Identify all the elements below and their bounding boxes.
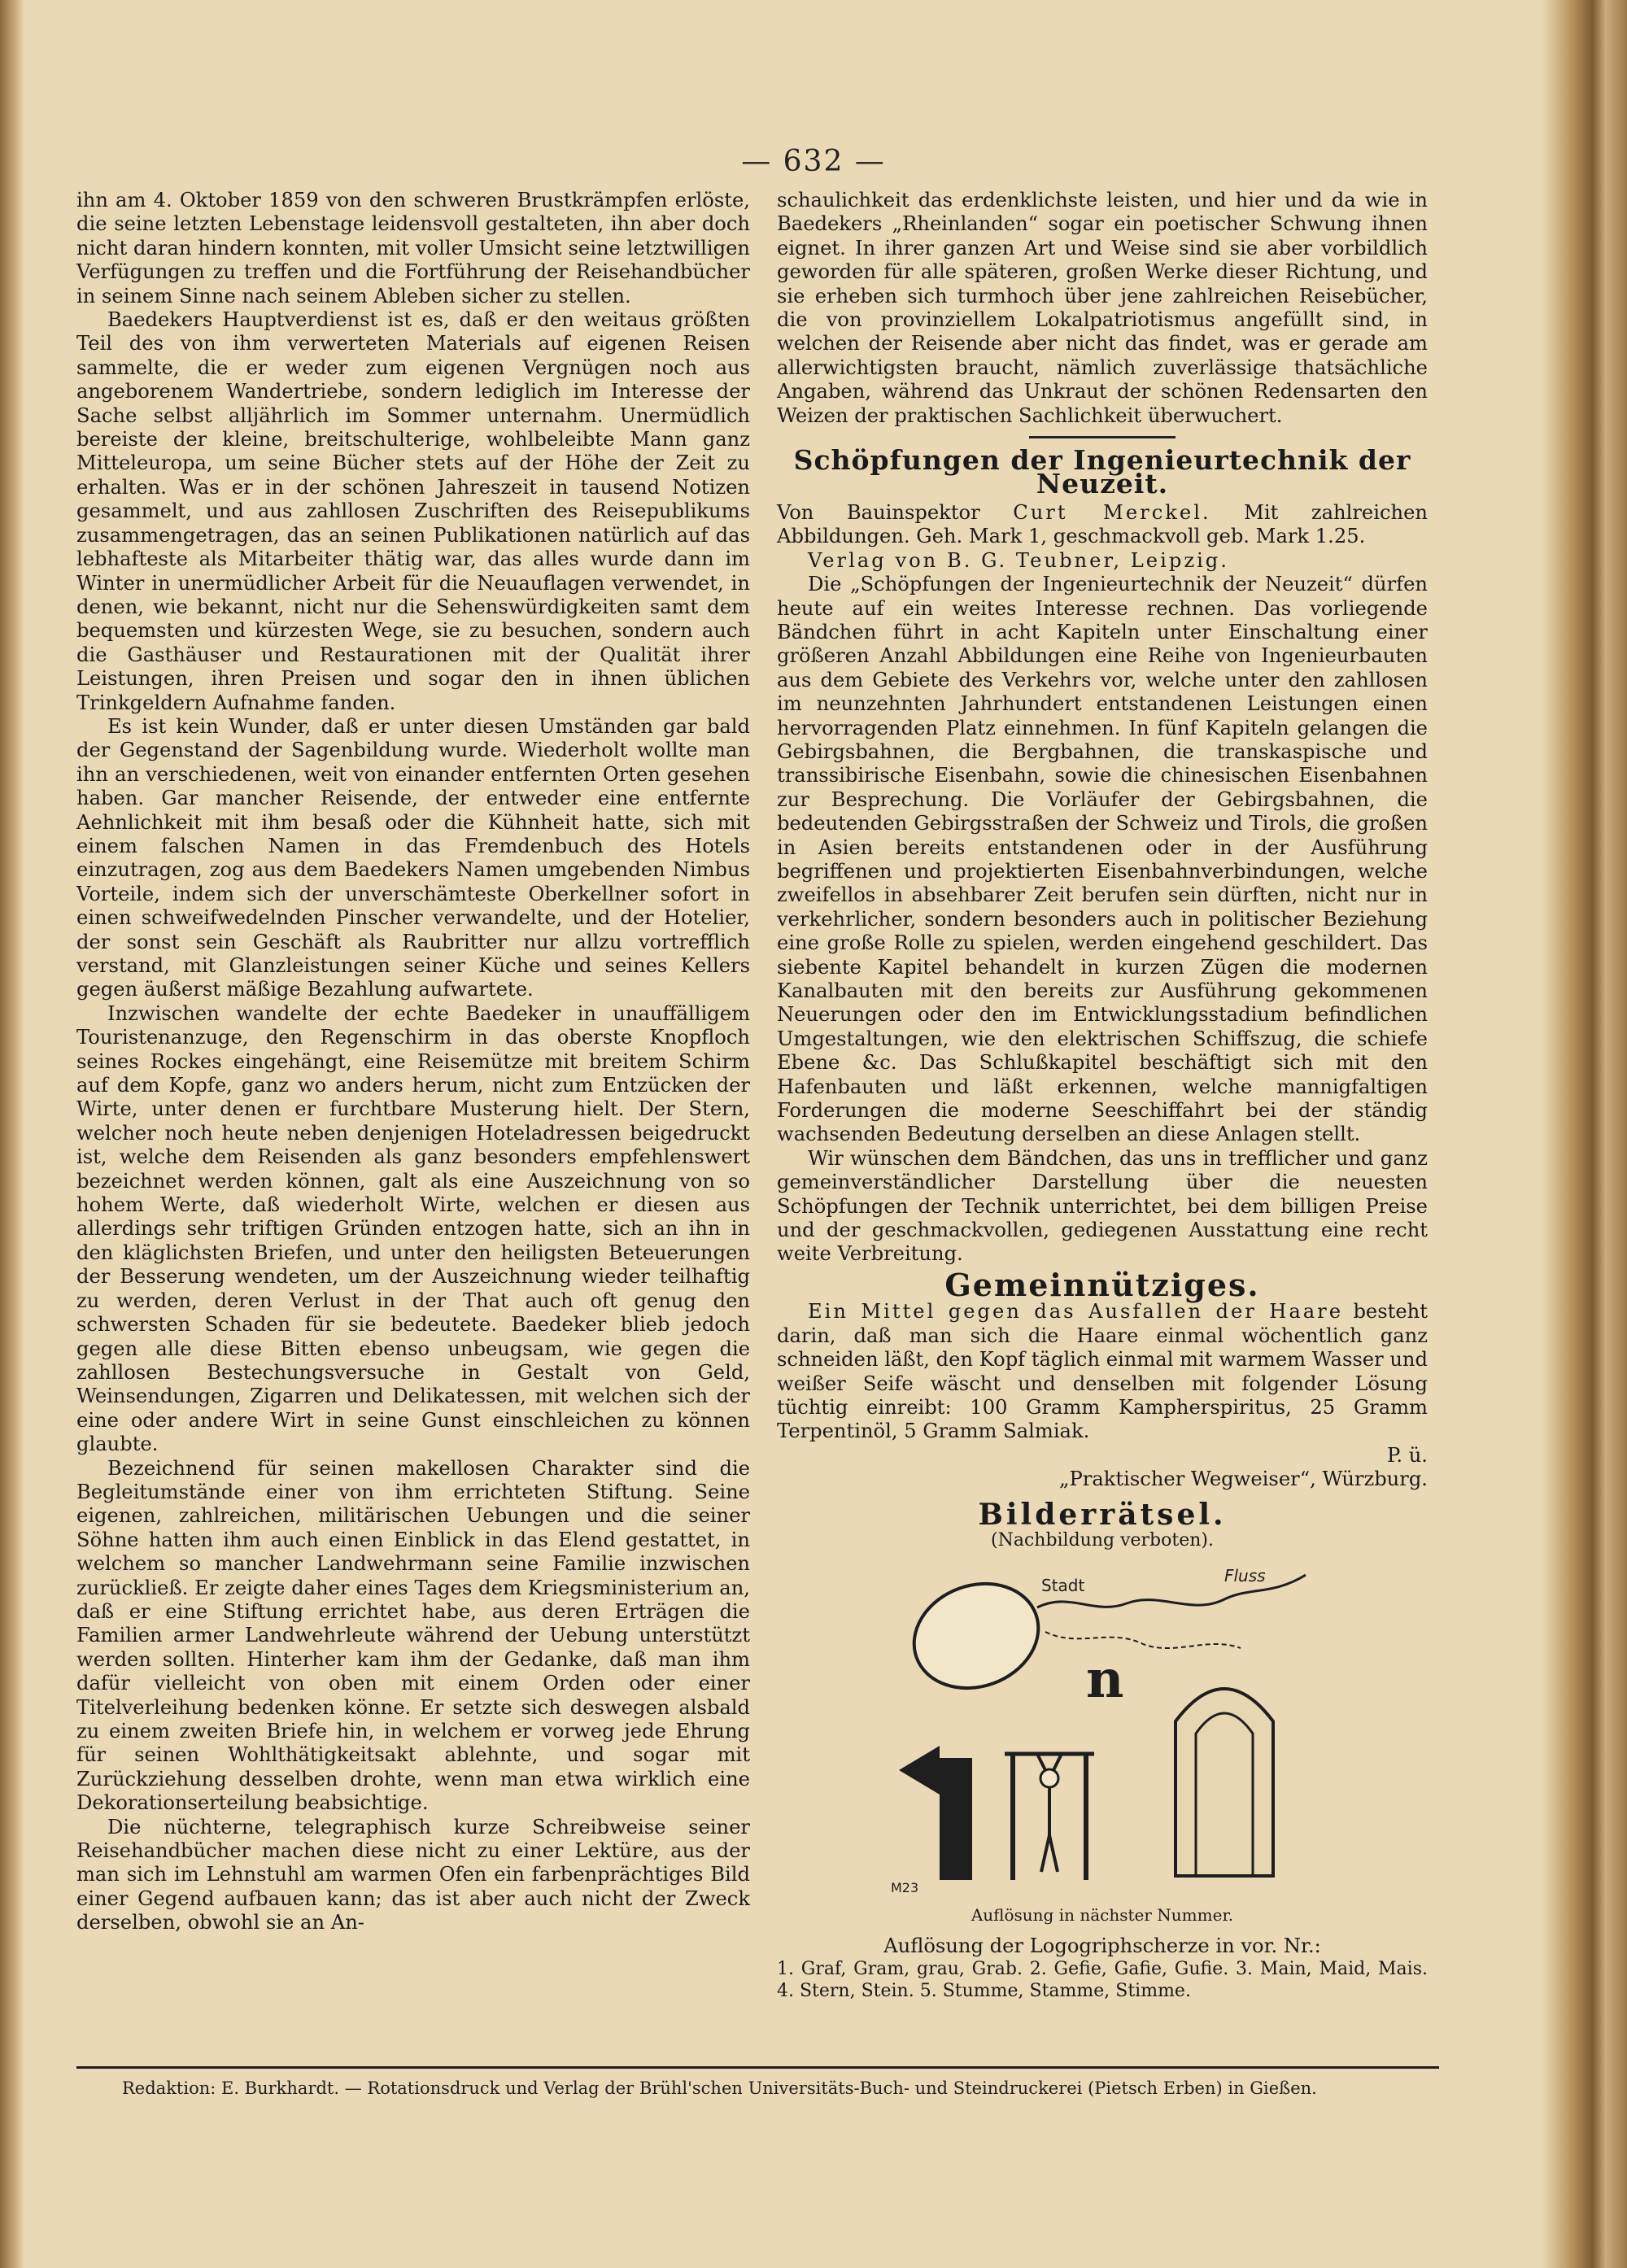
right-column (777, 189, 1428, 2002)
puzzle-letter-n: n (1086, 1649, 1124, 1711)
label-stadt: Stadt (1041, 1576, 1085, 1596)
label-fluss: Fluss (1224, 1566, 1266, 1586)
paragraph: schaulichkeit das erdenklichste leisten, und hier und da wie in Baedekers „Rheinlanden“ sogar ein poetischer Schwung ihnen eignet. In ihrer ganzen Art und Weise sind sie aber vorbildlich geworden für alle späteren, großen Werke dieser Richtung, und sie erheben sich turmhoch über jene zahlreichen Reisebücher, die von provinziellem Lokalpatriotismus angefüllt sind, in welchen der Reisende aber nicht das findet, was er gerade am allerwichtigsten braucht, nämlich zuverlässige thatsächliche Angaben, während das Unkraut der schönen Redensarten den Weizen der praktischen Sachlichkeit überwuchert. (777, 189, 1428, 427)
byline-author: Curt Merckel. (1013, 500, 1211, 524)
gemein-lead: Ein Mittel gegen das Ausfallen der Haare (808, 1300, 1344, 1324)
imprint-footer: Redaktion: E. Burkhardt. — Rotationsdruck und Verlag der Brühl'schen Universitäts-Buch- und Steindruckerei (Pietsch Erben) in Gießen. (122, 2078, 1317, 2098)
egg-drawing (899, 1567, 1053, 1705)
puzzle-caption: Auflösung in nächster Nummer. (971, 1905, 1234, 1926)
gemein-source: „Praktischer Wegweiser“, Würzburg. (1058, 1468, 1428, 1491)
solution-heading: Auflösung der Logogriphscherze in vor. Nr.: (883, 1934, 1321, 1957)
paragraph: Inzwischen wandelte der echte Baedeker in unauffälligem Touristenanzuge, den Regenschirm in das oberste Knopfloch seines Rockes eingehängt, eine Reisemütze mit breitem Schirm auf dem Kopfe, ganz wo anders herum, nicht zum Entzücken der Wirte, unter denen er furchtbare Musterung hielt. Der Stern, welcher noch heute neben denjenigen Hoteladressen beigedruckt ist, welche dem Reisenden als ganz besonders empfehlenswert bezeichnet werden können, galt als eine Auszeichnung von so hohem Werte, daß wiederholt Wirte, welchen er diesen aus allerdings sehr triftigen Gründen entzogen hatte, sich an ihn in den kläglichsten Briefen, und unter den heiligsten Beteuerungen der Besserung wendeten, um der Auszeichnung wieder teilhaftig zu werden, deren Verlust in der That auch oft genug den schwersten Schaden für sie bedeutete. Baedeker blieb jedoch gegen alle diese Bitten ebenso unbeugsam, wie gegen die zahllosen Bestechungsversuche in Gestalt von Geld, Weinsendungen, Zigarren und Delikatessen, mit welchen sich der eine oder andere Wirt in seine Gunst einschleichen zu können glaubte. (76, 1001, 750, 1456)
letter-i-shape (940, 1758, 972, 1880)
left-column (76, 189, 750, 1935)
paragraph: Wir wünschen dem Bändchen, das uns in trefflicher und ganz gemeinverständlicher Darstellung über die neuesten Schöpfungen der Technik unterrichtet, bei dem billigen Preise und der geschmackvollen, gediegenen Ausstattung eine recht weite Verbreitung. (777, 1146, 1428, 1266)
paragraph: Bezeichnend für seinen makellosen Charakter sind die Begleitumstände einer von ihm errichteten Stiftung. Seine eigenen, zahlreichen, militärischen Uebungen und die seiner Söhne hatten ihm auch einen Einblick in das Elend gestattet, in welchem so mancher Landwehrmann seine Familie inzwischen zurückließ. Er zeigte daher eines Tages dem Kriegsministerium an, daß er eine Stiftung errichtet habe, aus deren Erträgen die Familien armer Landwehrleute während der Uebung unterstützt werden sollten. Hinterher kam ihm der Gedanke, daß man ihm dafür vielleicht von oben mit einem Orden oder einer Titelverleihung bedenken könne. Er setzte sich deswegen alsbald zu einem zweiten Briefe hin, in welchem er vorweg jede Ehrung für seinen Wohlthätigkeitsakt ablehnte, und sogar mit Zurückziehung desselben drohte, wenn man etwa wirklich eine Dekorationserteilung beabsichtige. (76, 1456, 750, 1815)
review-publisher: Verlag von B. G. Teubner, Leipzig. (808, 548, 1229, 572)
paragraph: Die „Schöpfungen der Ingenieurtechnik der Neuzeit“ dürfen heute auf ein weites Interesse rechnen. Das vorliegende Bändchen führt in acht Kapiteln unter Einschaltung einer größeren Anzahl Abbildungen eine Reihe von Ingenieurbauten aus dem Gebiete des Verkehrs vor, welche unter den zahllosen im neunzehnten Jahrhundert entstandenen Leistungen einen hervorragenden Platz einnehmen. In fünf Kapiteln gelangen die Gebirgsbahnen, die Bergbahnen, die transkaspische und transsibirische Eisenbahn, sowie die chinesischen Eisenbahnen zur Besprechung. Die Vorläufer der Gebirgsbahnen, die bedeutenden Gebirgsstraßen der Schweiz und Tirols, die großen in Asien bereits entstandenen oder in der Ausführung begriffenen und projektierten Eisenbahnverbindungen, welche zweifellos in absehbarer Zeit berufen sein dürften, nicht nur in verkehrlicher, sondern besonders auch in politischer Beziehung eine große Rolle zu spielen, werden eingehend geschildert. Das siebente Kapitel behandelt in kurzen Zügen die modernen Kanalbauten mit den bereits zur Ausführung gekommenen Neuerungen oder den im Entwicklungsstadium befindlichen Umgestaltungen, wie den elektrischen Schiffszug, die schiefe Ebene &c. Das Schlußkapitel beschäftigt sich mit den Hafenbauten und läßt erkennen, welche mannigfaltigen Forderungen die moderne Seeschiffahrt bei der ständig wachsenden Bedeutung derselben an diese Anlagen stellt. (777, 573, 1428, 1146)
byline-details: Mit zahlreichen Abbildungen. Geh. Mark 1, geschmackvoll geb. Mark 1.25. (777, 500, 1428, 548)
page-right-edge (1542, 0, 1627, 2268)
solution-text: 1. Graf, Gram, grau, Grab. 2. Gefie, Gafie, Gufie. 3. Main, Maid, Mais. 4. Stern, Stein. 5. Stumme, Stamme, Stimme. (777, 1959, 1428, 2002)
paragraph: ihn am 4. Oktober 1859 von den schweren Brustkrämpfen erlöste, die seine letzten Lebenstage leidensvoll gestalteten, ihn aber doch nicht daran hindern konnten, mit voller Umsicht seine letztwilligen Verfügungen zu treffen und die Fortführung der Reisehandbücher in seinem Sinne nach seinem Ableben sicher zu stellen. (76, 189, 750, 307)
section-divider (1029, 436, 1176, 438)
gemeinnuetziges-heading: Gemeinnütziges. (944, 1266, 1260, 1303)
paragraph: Es ist kein Wunder, daß er unter diesen Umständen gar bald der Gegenstand der Sagenbildung wurde. Wiederholt wollte man ihn an verschiedenen, weit von einander entfernten Orten gesehen haben. Gar mancher Reisende, der entweder eine entfernte Aehnlichkeit mit ihm besaß oder die Kühnheit hatte, sich mit einem falschen Namen in das Fremdenbuch des Hotels einzutragen, zog aus dem Baedekers Namen umgebenden Nimbus Vorteile, indem sich der unverschämteste Oberkellner sofort in einen schweifwedelnden Pinscher verwandelte, und der Hotelier, der sonst sein Geschäft als Raubritter nur allzu vortrefflich verstand, mit Glanzleistungen seiner Küche und seines Kellers gegen äußerst mäßige Bezahlung aufwartete. (76, 714, 750, 1001)
review-byline (777, 501, 1428, 549)
gemein-initials: P. ü. (1386, 1443, 1428, 1467)
paragraph: Baedekers Hauptverdienst ist es, daß er den weitaus größten Teil des von ihm verwerteten Materials auf eigenen Reisen sammelte, die er weder zum eigenen Vergnügen noch aus angeborenem Wandertriebe, sondern lediglich im Interesse der Sache selbst alljährlich im Sommer unternahm. Unermüdlich bereiste der kleine, breitschulterige, wohlbeleibte Mann ganz Mitteleuropa, um seine Bücher stets auf der Höhe der Zeit zu erhalten. Was er in der schönen Jahreszeit in tausend Notizen gesammelt, und aus zahllosen Zuschriften des Reisepublikums zusammengetragen, das an seinen Publikationen natürlich auf das lebhafteste als Mitarbeiter thätig war, das alles wurde dann im Winter in unermüdlicher Arbeit für die Neuauflagen verwendet, in denen, wie bekannt, nicht nur die Sehenswürdigkeiten samt dem bequemsten und kürzesten Wege, sie zu besuchen, sondern auch die Gasthäuser und Restaurationen mit der Qualität ihrer Leistungen, ihren Preisen und sogar den in ihnen üblichen Trinkgeldern Aufnahme fanden. (76, 308, 750, 714)
byline-prefix: Von Bauinspektor (777, 500, 980, 524)
gemein-paragraph (777, 1300, 1428, 1443)
review-title: Schöpfungen der Ingenieurtechnik der Neuzeit. (793, 444, 1411, 500)
footer-divider (76, 2066, 1439, 2069)
gemein-text: besteht darin, daß man sich die Haare einmal wöchentlich ganz schneiden läßt, den Kopf täglich einmal mit warmem Wasser und weißer Seife wäscht und denselben mit folgender Lösung tüchtig einreibt: 100 Gramm Kampherspiritus, 25 Gramm Terpentinöl, 5 Gramm Salmiak. (777, 1300, 1428, 1443)
gate-drawing (1176, 1689, 1273, 1876)
paragraph: Die nüchterne, telegraphisch kurze Schreibweise seiner Reisehandbücher machen diese nicht zu einer Lektüre, aus der man sich im Lehnstuhl am warmen Ofen ein farbenprächtiges Bild einer Gegend aufbauen kann; das ist aber auch nicht der Zweck derselben, obwohl sie an An- (76, 1815, 750, 1934)
gymnast-head (1040, 1769, 1058, 1787)
landscape-line (1045, 1632, 1241, 1648)
picture-puzzle-illustration (883, 1559, 1322, 1900)
bilderraetsel-note: (Nachbildung verboten). (991, 1529, 1214, 1551)
puzzle-signature: M23 (891, 1880, 919, 1896)
arrow-shape (899, 1746, 940, 1795)
page-left-edge (0, 0, 24, 2268)
page-number: — 632 — (741, 145, 886, 178)
bilderraetsel-heading: Bilderrätsel. (978, 1497, 1227, 1532)
